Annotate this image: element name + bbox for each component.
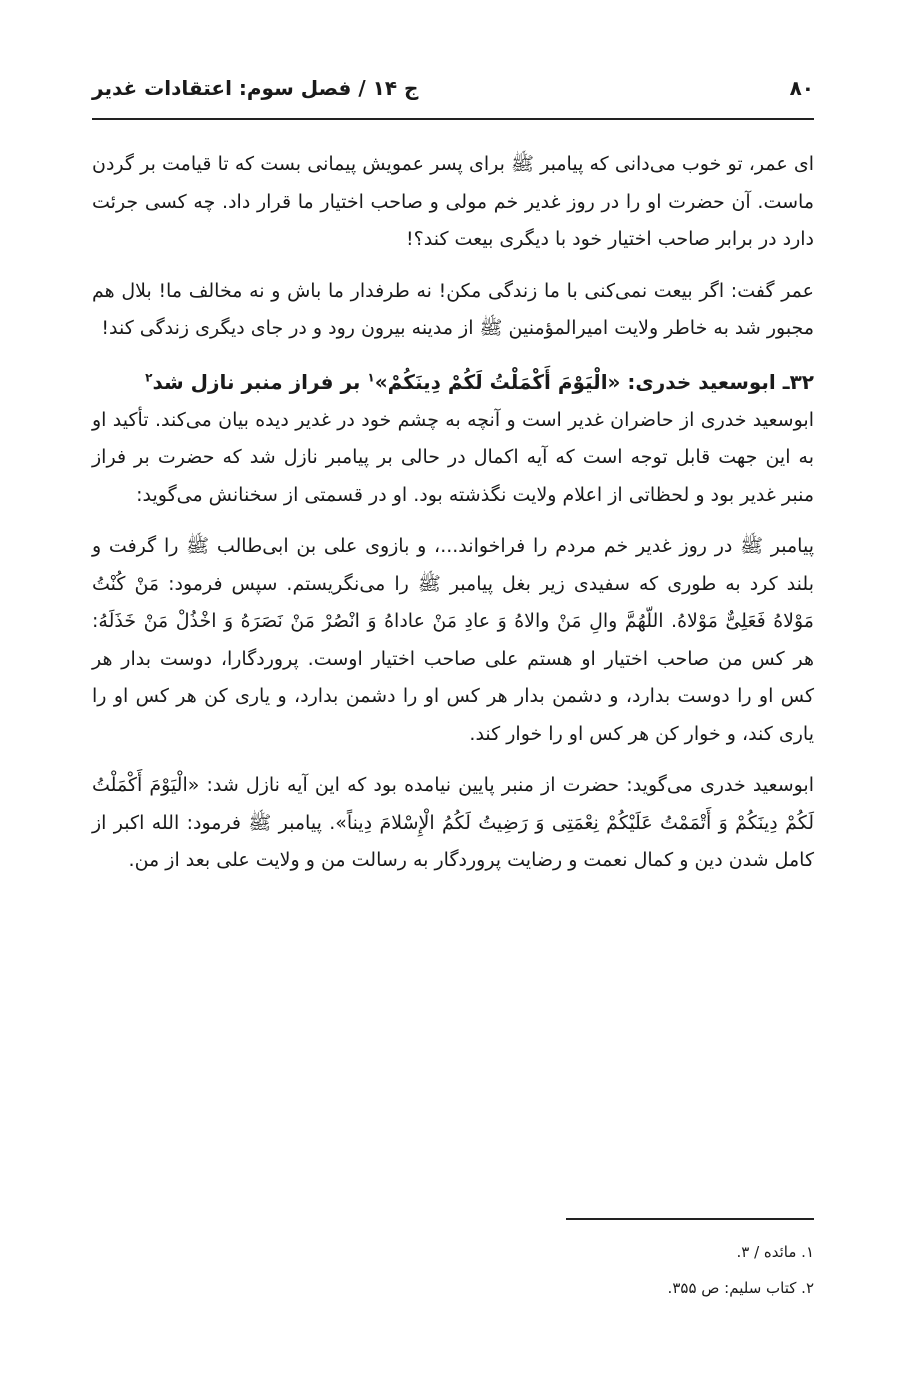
footnote: ۱. مائده / ۳. xyxy=(736,1243,814,1261)
page-number: ۸۰ xyxy=(789,76,814,100)
footnote-ref[interactable]: ۲ xyxy=(145,369,153,384)
header-rule xyxy=(92,118,814,120)
paragraph: ابوسعید خدری می‌گوید: حضرت از منبر پایین نیامده بود که این آیه نازل شد: «الْیَوْمَ أَکْمَلْتُ لَکُمْ دِینَکُمْ وَ أَتْمَمْتُ عَلَیْکُمْ نِعْمَتِی وَ رَضِیتُ لَکُمُ الْإِسْلامَ دِیناً». پیامبر ﷺ فرمود: الله اکبر از کامل شدن دین و کمال نعمت و رضایت پروردگار به رسالت من و ولایت علی بعد از من. xyxy=(92,774,814,871)
footnote-ref[interactable]: ۱ xyxy=(367,369,375,384)
paragraph: ای عمر، تو خوب می‌دانی که پیامبر ﷺ برای پسر عمویش پیمانی بست که تا قیامت بر گردن ماست. آن حضرت او را در روز غدیر خم مولی و صاحب اختیار ما قرار داد. چه کسی جرئت دارد در برابر صاحب اختیار خود با دیگری بیعت کند؟! xyxy=(92,153,814,250)
footnotes xyxy=(92,1234,814,1306)
running-header-title: ج ۱۴ / فصل سوم: اعتقادات غدیر xyxy=(92,76,419,100)
running-header xyxy=(92,72,814,112)
paragraph: عمر گفت: اگر بیعت نمی‌کنی با ما زندگی مکن! نه طرفدار ما باش و نه مخالف ما! بلال هم مجبور شد به خاطر ولایت امیرالمؤمنین ﷺ از مدینه بیرون رود و در جای دیگری زندگی کند! xyxy=(92,279,814,339)
paragraph: ابوسعید خدری از حاضران غدیر است و آنچه به چشم خود در غدیر دیده بیان می‌کند. تأکید او به این جهت قابل توجه است که آیه اکمال در حالی بر پیامبر نازل شد که حضرت بر فراز منبر غدیر بود و لحظاتی از اعلام ولایت نگذشته بود. او در قسمتی از سخنانش می‌گوید: xyxy=(92,408,814,506)
book-page xyxy=(92,0,814,1390)
paragraph: پیامبر ﷺ در روز غدیر خم مردم را فراخواند...، و بازوی علی بن ابی‌طالب ﷺ را گرفت و بلند کرد به طوری که سفیدی زیر بغل پیامبر ﷺ را می‌نگریستم. سپس فرمود: مَنْ کُنْتُ مَوْلاهُ فَعَلِیٌّ مَوْلاهُ. اللّهُمَّ والِ مَنْ والاهُ وَ عادِ مَنْ عاداهُ وَ انْصُرْ مَنْ نَصَرَهُ وَ اخْذُلْ مَنْ خَذَلَهُ: هر کس من صاحب اختیار او هستم علی صاحب اختیار اوست. پروردگارا، دوست بدار هر کس او را دوست بدارد، و دشمن بدار هر کس او را دشمن بدارد، و یاری کن هر کس او را یاری کند، و خوار کن هر کس او را خوار کند. xyxy=(92,535,814,745)
page-body xyxy=(92,146,814,894)
section-heading-text: ۳۲ـ ابوسعید خدری: «الْیَوْمَ أَکْمَلْتُ لَکُمْ دِینَکُمْ» xyxy=(374,369,814,394)
section-heading-tail: بر فراز منبر نازل شد xyxy=(152,369,368,394)
footnote: ۲. کتاب سلیم: ص ۳۵۵. xyxy=(667,1279,814,1297)
footnote-rule xyxy=(566,1218,814,1220)
section-heading xyxy=(92,362,814,402)
